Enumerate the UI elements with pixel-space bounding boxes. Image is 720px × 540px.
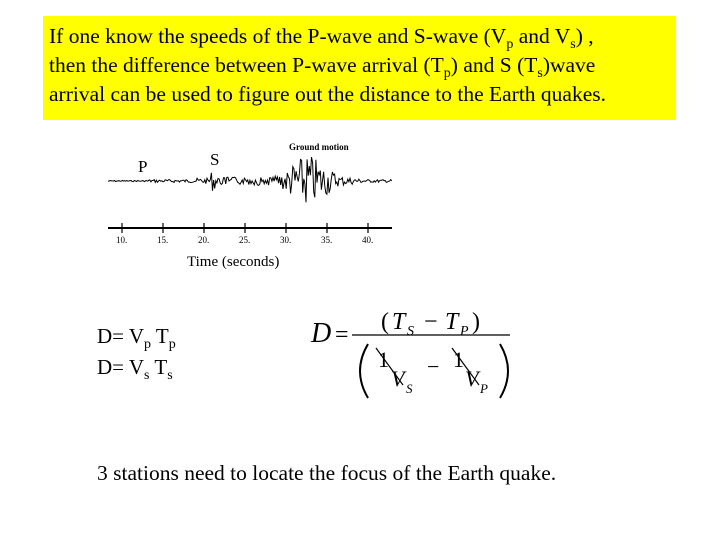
numerator-minus: − [424,309,438,335]
numerator-ts: T [392,309,406,335]
eq-subscript: s [144,368,150,383]
seismogram [100,135,400,275]
eq-subscript: s [167,368,173,383]
numerator-tp-sub: P [460,324,469,339]
eq-subscript: p [144,337,152,352]
header-text: )wave [542,53,596,77]
time-tick-label: 15. [157,235,169,245]
denominator-open-paren [360,344,368,398]
numerator-close-paren: ) [472,309,480,335]
header-line-1 [49,22,670,51]
header-text: then the difference between P-wave arrival (T [49,53,444,77]
denominator-vs: V [391,366,405,391]
p-wave-label: P [138,157,148,176]
subscript-s: s [570,37,576,52]
denominator-one-left: 1 [378,347,389,372]
numerator-tp: T [445,309,459,335]
denominator-one-right: 1 [453,347,464,372]
subscript-p: p [443,66,451,81]
formula-equals: = [335,322,349,348]
header-line-2 [49,51,670,80]
denominator-vp-sub: P [480,381,488,396]
subscript-p: p [506,37,514,52]
time-tick-label: 10. [116,235,128,245]
seismogram-trace [108,157,392,202]
denominator-vs-sub: S [406,381,413,396]
time-tick-label: 40. [362,235,374,245]
time-tick-label: 25. [239,235,251,245]
header-text: and V [513,24,571,48]
eq-text: D= V [97,324,145,348]
header-box [43,16,676,120]
header-text: ) and S (T [450,53,538,77]
header-text: If one know the speeds of the P-wave and S-wave (V [49,24,507,48]
time-tick-label: 20. [198,235,210,245]
eq-text: T [149,355,168,379]
header-text: ) , [575,24,594,48]
denominator-minus: − [427,354,440,379]
ground-motion-label: Ground motion [289,142,349,152]
time-tick-label: 30. [280,235,292,245]
eq-text: T [151,324,169,348]
s-wave-label: S [210,150,220,169]
formula-lhs: D [311,318,332,349]
axis-title: Time (seconds) [187,254,280,270]
numerator-ts-sub: S [407,324,414,339]
eq-text: D= V [97,355,145,379]
footnote: 3 stations need to locate the focus of the Earth quake. [97,461,557,485]
equation-s [97,355,173,383]
denominator-vp: V [465,366,479,391]
subscript-s: s [537,66,543,81]
eq-subscript: p [168,337,176,352]
denominator-close-paren [500,344,508,398]
numerator-open-paren: ( [381,309,389,335]
time-tick-label: 35. [321,235,333,245]
distance-formula [305,297,535,407]
equation-p [97,324,176,352]
header-line-3: arrival can be used to figure out the distance to the Earth quakes. [49,82,607,106]
